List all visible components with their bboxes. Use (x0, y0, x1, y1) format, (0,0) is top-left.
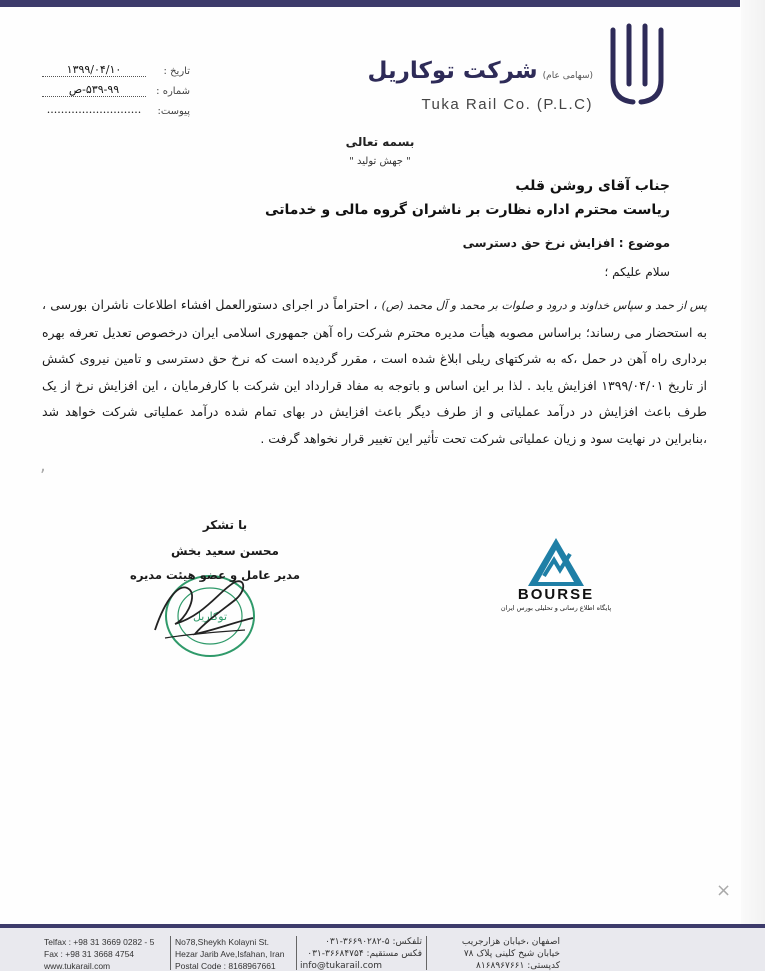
footer-contact-en (44, 936, 154, 971)
company-fa-title: شرکت توکاریل (367, 58, 538, 84)
footer-street-fa: خیابان شیخ کلینی پلاک ۷۸ (463, 949, 560, 959)
attachment-row (40, 103, 190, 123)
handwritten-signature-icon (135, 560, 265, 650)
footer-postal-fa: کدپستی: ۸۱۶۸۹۶۷۶۶۱ (476, 961, 560, 971)
bourse-triangle-icon (526, 536, 586, 588)
signer-name: محسن سعید بخش (171, 544, 279, 558)
company-name-fa (367, 58, 597, 84)
footer-contact-fa (300, 936, 422, 971)
scan-mark: , (40, 455, 46, 476)
footer-postal-en: Postal Code : 8168967661 (175, 961, 276, 971)
scan-mark: × (716, 880, 732, 901)
number-value: ۵۳۹-۹۹-ص (42, 83, 146, 97)
body-paragraph: ، احتراماً در اجرای دستورالعمل افشاء اطلاعات ناشران بورسی ، به استحضار می رساند؛ براساس مصوبه هیأت مدیره محترم شرکت راه آهن جمهوری اسلامی ایران درخصوص تعدیل تعرفه بهره برداری راه آهن در حمل ،که به شرکتهای ریلی ابلاغ شده است ، مقرر گردیده است که نرخ حق دسترسی و تامین نیروی کشش از تاریخ ۱۳۹۹/۰۴/۰۱ افزایش یابد . لذا بر این اساس و باتوجه به مفاد قرارداد این شرکت با کارفرمایان ، این افزایش نرخ از یک طرف باعث افزایش در درآمد عملیاتی و از طرف دیگر باعث افزایش در بهای تمام شده درآمد عملیاتی شرکت خواهد شد ،بنابراین در نهایت سود و زیان عملیاتی شرکت تحت تأثیر این تغییر قرار نخواهد گرفت . (42, 297, 708, 446)
date-row (40, 63, 190, 83)
attachment-value: ........................... (46, 103, 142, 116)
company-type: (سهامی عام) (542, 71, 593, 81)
basmala: بسمه تعالی (345, 135, 415, 149)
letter-footer (0, 924, 765, 971)
tukarail-logo-icon (603, 22, 671, 108)
footer-website: www.tukarail.com (44, 961, 111, 971)
footer-city-en: Hezar Jarib Ave,Isfahan, Iran (175, 949, 285, 959)
closing: با تشکر (202, 518, 248, 532)
footer-street-en: No78,Sheykh Kolayni St. (175, 937, 270, 947)
footer-telfax-en: Telfax : +98 31 3669 0282 - 5 (44, 937, 155, 947)
subject-label: موضوع : (618, 236, 670, 250)
subject-text: افزایش نرخ حق دسترسی (462, 236, 615, 250)
addressee (110, 178, 670, 218)
date-value: ۱۳۹۹/۰۴/۱۰ (42, 63, 146, 77)
footer-fax-fa: فکس مستقیم: ۳۶۶۸۴۷۵۴-۰۳۱ (307, 949, 422, 959)
scan-edge (741, 0, 765, 971)
handwritten-opening: پس از حمد و سپاس خداوند و درود و صلوات بر محمد و آل محمد (ص) (381, 299, 707, 312)
attachment-label: پیوست: (157, 106, 190, 117)
footer-fax-en: Fax : +98 31 3668 4754 (44, 949, 135, 959)
footer-city-fa: اصفهان ،خیابان هزارجریب (461, 937, 560, 947)
signer-title: مدیر عامل و عضو هیئت مدیره (130, 568, 300, 582)
footer-telfax-fa: تلفکس: ۵-۳۶۶۹۰۲۸۲-۰۳۱ (325, 937, 422, 947)
letter-body (42, 292, 707, 452)
company-name-en: Tuka Rail Co. (P.L.C) (421, 96, 593, 113)
footer-divider (296, 936, 297, 970)
footer-email: info@tukarail.com (300, 961, 382, 971)
number-row (40, 83, 190, 103)
top-brand-bar (0, 0, 740, 7)
addressee-position: ریاست محترم اداره نظارت بر ناشران گروه مالی و خدماتی (265, 202, 670, 218)
footer-address-en (175, 936, 284, 971)
greeting: سلام علیکم ؛ (604, 265, 670, 279)
bourse-logo (500, 536, 612, 628)
addressee-name: جناب آقای روشن قلب (515, 178, 670, 194)
footer-divider (426, 936, 427, 970)
date-label: تاریخ : (163, 66, 190, 77)
number-label: شماره : (156, 86, 190, 97)
footer-divider (170, 936, 171, 970)
letter-meta (40, 63, 190, 123)
stamp-text: توکاریل (192, 610, 228, 623)
footer-address-fa (430, 936, 560, 971)
subject-line (110, 236, 670, 250)
slogan: " جهش تولید " (349, 156, 411, 167)
bourse-tagline: پایگاه اطلاع رسانی و تحلیلی بورس ایران (500, 604, 612, 612)
bourse-word: BOURSE (517, 586, 595, 603)
